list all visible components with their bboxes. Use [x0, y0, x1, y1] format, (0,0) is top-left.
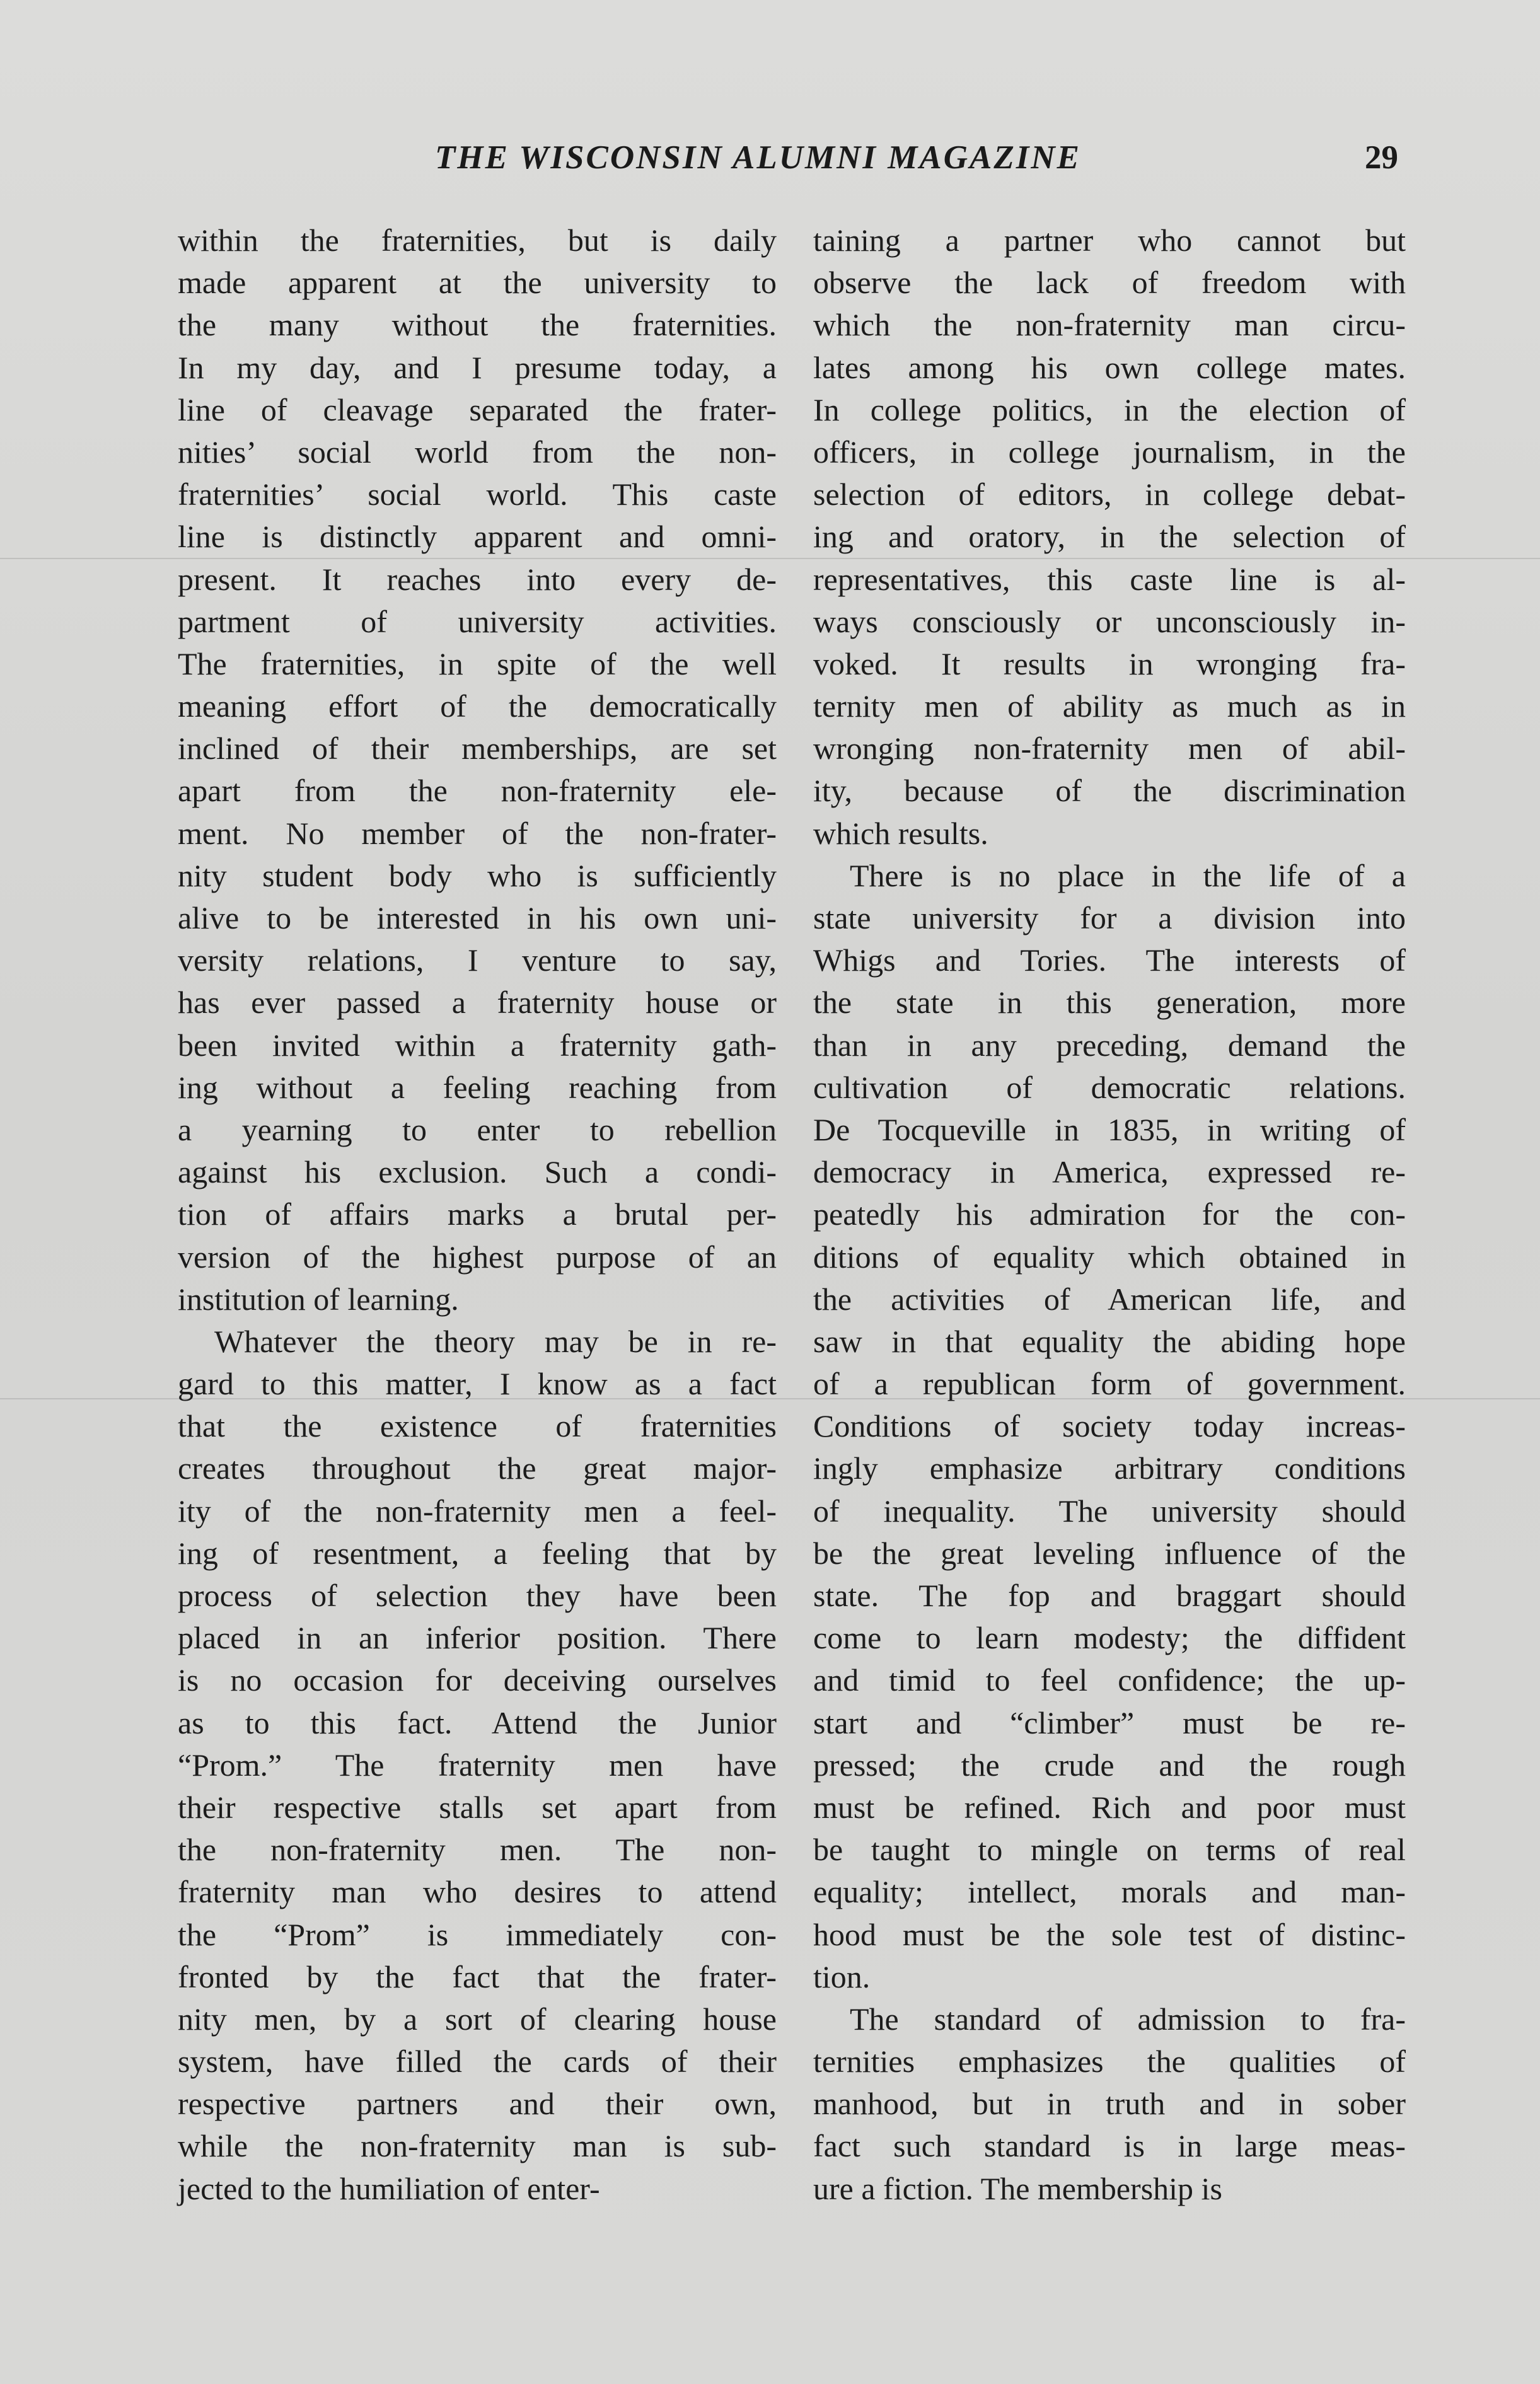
text-line: observe the lack of freedom with: [813, 265, 1406, 301]
text-line: line is distinctly apparent and omni-: [178, 519, 777, 555]
text-line: ing without a feeling reaching from: [178, 1069, 777, 1105]
text-line: the “Prom” is immediately con-: [178, 1916, 777, 1952]
text-line: jected to the humiliation of enter-: [178, 2170, 600, 2206]
text-line: creates throughout the great major-: [178, 1450, 777, 1486]
text-line: alive to be interested in his own uni-: [178, 900, 777, 935]
text-line: ternity men of ability as much as in: [813, 688, 1406, 724]
text-line: the state in this generation, more: [813, 985, 1406, 1021]
text-line: pressed; the crude and the rough: [813, 1747, 1406, 1783]
text-line: as to this fact. Attend the Junior: [178, 1704, 777, 1740]
text-line: present. It reaches into every de-: [178, 561, 777, 597]
text-line: has ever passed a fraternity house or: [178, 985, 777, 1021]
page-number: 29: [1365, 139, 1398, 176]
text-line: ways consciously or unconsciously in-: [813, 603, 1406, 639]
text-line: and timid to feel confidence; the up-: [813, 1662, 1406, 1698]
text-line: the activities of American life, and: [813, 1281, 1406, 1317]
text-line: be the great leveling influence of the: [813, 1535, 1406, 1571]
text-line: De Tocqueville in 1835, in writing of: [813, 1111, 1406, 1147]
text-line: that the existence of fraternities: [178, 1408, 777, 1444]
text-line: partment of university activities.: [178, 603, 777, 639]
text-line: institution of learning.: [178, 1281, 459, 1317]
text-line: tion of affairs marks a brutal per-: [178, 1196, 777, 1232]
text-line: the non-fraternity men. The non-: [178, 1832, 777, 1868]
text-line: The fraternities, in spite of the well: [178, 645, 777, 681]
text-line: version of the highest purpose of an: [178, 1239, 777, 1275]
text-line: Whigs and Tories. The interests of: [813, 942, 1406, 978]
text-line: is no occasion for deceiving ourselves: [178, 1662, 777, 1698]
text-line: been invited within a fraternity gath-: [178, 1027, 777, 1063]
text-line: hood must be the sole test of distinc-: [813, 1916, 1406, 1952]
text-line: In my day, and I presume today, a: [178, 349, 777, 385]
text-line: tion.: [813, 1959, 871, 1994]
text-line: made apparent at the university to: [178, 265, 777, 301]
text-line: of a republican form of government.: [813, 1366, 1406, 1402]
text-line: The standard of admission to fra-: [850, 2001, 1406, 2037]
text-line: fraternities’ social world. This caste: [178, 477, 777, 512]
text-line: the many without the fraternities.: [178, 307, 777, 343]
text-line: ment. No member of the non-frater-: [178, 815, 777, 851]
text-line: There is no place in the life of a: [850, 857, 1406, 893]
right-column: [813, 219, 1406, 2210]
text-line: ity, because of the discrimination: [813, 773, 1406, 809]
text-line: fronted by the fact that the frater-: [178, 1959, 777, 1994]
text-line: peatedly his admiration for the con-: [813, 1196, 1406, 1232]
text-line: within the fraternities, but is daily: [178, 223, 777, 258]
text-line: “Prom.” The fraternity men have: [178, 1747, 777, 1783]
left-column: [178, 219, 777, 2210]
text-line: must be refined. Rich and poor must: [813, 1789, 1406, 1825]
text-line: ing and oratory, in the selection of: [813, 519, 1406, 555]
text-line: wronging non-fraternity men of abil-: [813, 731, 1406, 767]
text-line: their respective stalls set apart from: [178, 1789, 777, 1825]
text-line: cultivation of democratic relations.: [813, 1069, 1406, 1105]
text-line: be taught to mingle on terms of real: [813, 1832, 1406, 1868]
text-line: representatives, this caste line is al-: [813, 561, 1406, 597]
text-line: which the non-fraternity man circu-: [813, 307, 1406, 343]
text-line: gard to this matter, I know as a fact: [178, 1366, 777, 1402]
text-line: which results.: [813, 815, 988, 851]
text-line: voked. It results in wronging fra-: [813, 645, 1406, 681]
text-line: fraternity man who desires to attend: [178, 1874, 777, 1910]
text-line: start and “climber” must be re-: [813, 1704, 1406, 1740]
text-line: respective partners and their own,: [178, 2086, 777, 2122]
text-line: of inequality. The university should: [813, 1493, 1406, 1529]
text-line: selection of editors, in college debat-: [813, 477, 1406, 512]
text-line: while the non-fraternity man is sub-: [178, 2128, 777, 2164]
text-line: nities’ social world from the non-: [178, 434, 777, 470]
text-line: ure a fiction. The membership is: [813, 2170, 1222, 2206]
text-line: line of cleavage separated the frater-: [178, 391, 777, 427]
running-title: THE WISCONSIN ALUMNI MAGAZINE: [435, 139, 1082, 176]
text-line: In college politics, in the election of: [813, 391, 1406, 427]
text-line: versity relations, I venture to say,: [178, 942, 777, 978]
text-line: Conditions of society today increas-: [813, 1408, 1406, 1444]
text-line: inclined of their memberships, are set: [178, 731, 777, 767]
text-line: state university for a division into: [813, 900, 1406, 935]
text-line: Whatever the theory may be in re-: [214, 1323, 777, 1359]
text-line: a yearning to enter to rebellion: [178, 1111, 777, 1147]
text-line: ingly emphasize arbitrary conditions: [813, 1450, 1406, 1486]
text-line: equality; intellect, morals and man-: [813, 1874, 1406, 1910]
text-line: placed in an inferior position. There: [178, 1620, 777, 1656]
text-line: fact such standard is in large meas-: [813, 2128, 1406, 2164]
text-line: ditions of equality which obtained in: [813, 1239, 1406, 1275]
text-line: meaning effort of the democratically: [178, 688, 777, 724]
text-line: democracy in America, expressed re-: [813, 1154, 1406, 1190]
text-line: state. The fop and braggart should: [813, 1578, 1406, 1613]
text-line: come to learn modesty; the diffident: [813, 1620, 1406, 1656]
text-line: process of selection they have been: [178, 1578, 777, 1613]
text-line: apart from the non-fraternity ele-: [178, 773, 777, 809]
text-line: nity student body who is sufficiently: [178, 857, 777, 893]
text-line: ternities emphasizes the qualities of: [813, 2044, 1406, 2080]
text-line: against his exclusion. Such a condi-: [178, 1154, 777, 1190]
page-header: [0, 139, 1540, 195]
text-line: ity of the non-fraternity men a feel-: [178, 1493, 777, 1529]
text-line: nity men, by a sort of clearing house: [178, 2001, 777, 2037]
text-line: manhood, but in truth and in sober: [813, 2086, 1406, 2122]
text-line: saw in that equality the abiding hope: [813, 1323, 1406, 1359]
text-line: lates among his own college mates.: [813, 349, 1406, 385]
text-line: officers, in college journalism, in the: [813, 434, 1406, 470]
text-line: taining a partner who cannot but: [813, 223, 1406, 258]
text-line: ing of resentment, a feeling that by: [178, 1535, 777, 1571]
text-line: system, have filled the cards of their: [178, 2044, 777, 2080]
text-line: than in any preceding, demand the: [813, 1027, 1406, 1063]
